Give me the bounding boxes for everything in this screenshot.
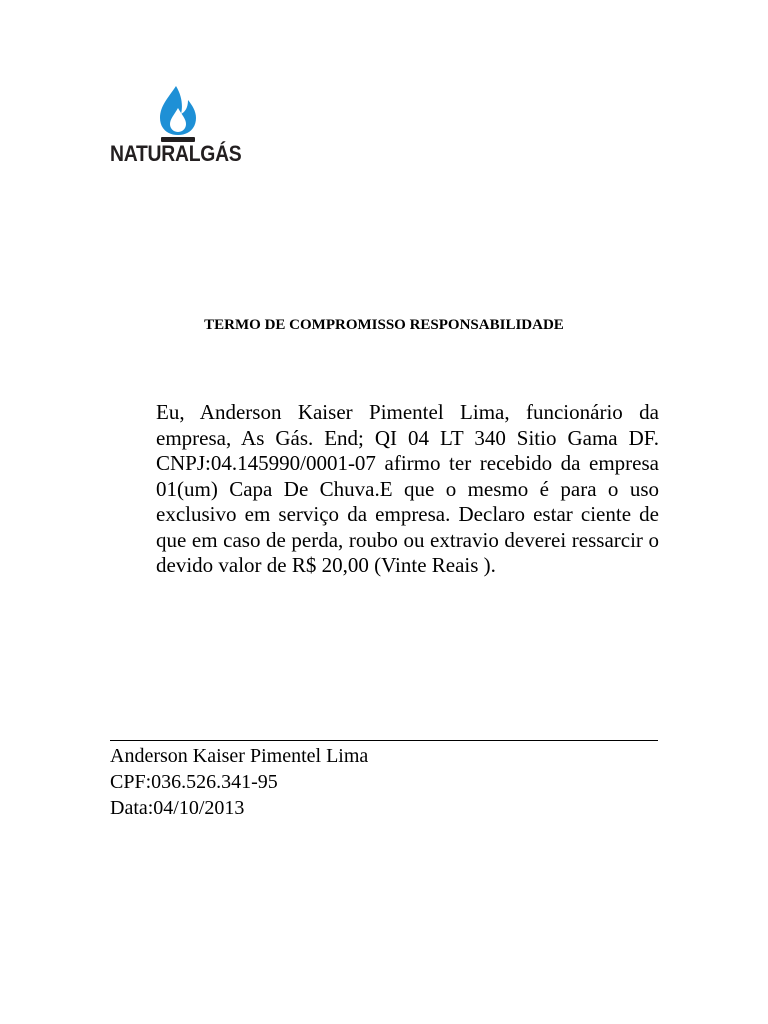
signer-name: Anderson Kaiser Pimentel Lima xyxy=(110,745,369,767)
signature-line xyxy=(110,740,658,741)
signature-date: Data:04/10/2013 xyxy=(110,797,245,819)
body-paragraph: Eu, Anderson Kaiser Pimentel Lima, funcionário da empresa, As Gás. End; QI 04 LT 340 Sitio Gama DF. CNPJ:04.145990/0001-07 afirmo ter recebido da empresa 01(um) Capa De Chuva.E que o mesmo é para o uso exclusivo em serviço da empresa. Declaro estar ciente de que em caso de perda, roubo ou extravio deverei ressarcir o devido valor de R$ 20,00 (Vinte Reais ). xyxy=(156,400,659,577)
brand-name: NATURALGÁS xyxy=(110,141,242,166)
company-logo xyxy=(110,84,242,184)
document-title: TERMO DE COMPROMISSO RESPONSABILIDADE xyxy=(204,317,564,333)
signature-block xyxy=(110,743,368,821)
document-body xyxy=(156,400,659,579)
flame-burner-icon xyxy=(148,84,208,144)
signer-cpf: CPF:036.526.341-95 xyxy=(110,771,278,793)
